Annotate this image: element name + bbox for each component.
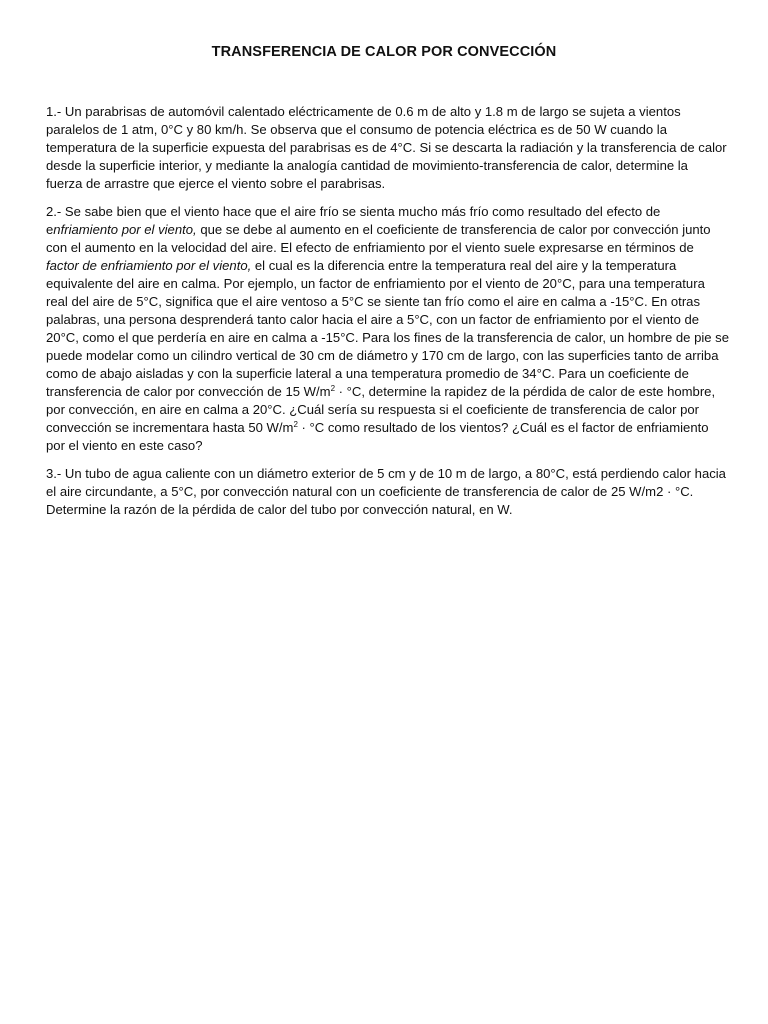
problem-2-text: transferencia de calor por convección de 15 W/m: [46, 384, 331, 399]
problem-3: [46, 465, 730, 519]
problem-2-text: convección se incrementara hasta 50 W/m: [46, 420, 294, 435]
problem-2-line: [46, 221, 730, 239]
problem-2-italic-term: nfriamiento por el viento,: [53, 222, 197, 237]
problem-3-line: 3.- Un tubo de agua caliente con un diámetro exterior de 5 cm y de 10 m de largo, a 80°C, está perdiendo calor hacia: [46, 466, 726, 481]
problem-2-text: · °C como resultado de los vientos? ¿Cuál es el factor de enfriamiento: [297, 420, 709, 435]
superscript: 2: [293, 420, 298, 429]
problem-1-line: fuerza de arrastre que ejerce el viento sobre el parabrisas.: [46, 176, 386, 191]
problem-1: [46, 103, 730, 193]
document-title: TRANSFERENCIA DE CALOR POR CONVECCIÓN: [211, 44, 557, 60]
problem-2-line: 2.- Se sabe bien que el viento hace que el aire frío se sienta mucho más frío como resultado del efecto de: [46, 204, 661, 219]
problem-2-line: como de abajo aisladas y con la superficie lateral a una temperatura promedio de 34°C. Para un coeficiente de: [46, 366, 689, 381]
problem-2-line: [46, 257, 730, 275]
problem-2-line: 20°C, como el que perdería en aire en calma a -15°C. Para los fines de la transferencia de calor, un hombre de pie se: [46, 330, 730, 345]
problem-1-line: 1.- Un parabrisas de automóvil calentado eléctricamente de 0.6 m de alto y 1.8 m de largo se sujeta a vientos: [46, 104, 681, 119]
problem-2-line: [46, 419, 730, 437]
problem-3-line: el aire circundante, a 5°C, por convección natural con un coeficiente de transferencia de calor de 25 W/m2 · °C.: [46, 484, 694, 499]
problem-2-line: por convección, en aire en calma a 20°C. ¿Cuál sería su respuesta si el coeficiente de transferencia de calor por: [46, 402, 699, 417]
problem-2-italic-term: factor de enfriamiento por el viento,: [46, 258, 252, 273]
problem-2-text: e: [46, 222, 54, 237]
problem-1-line: temperatura de la superficie expuesta del parabrisas es de 4°C. Si se descarta la radiación y la transferencia de calor: [46, 140, 727, 155]
problem-2-line: puede modelar como un cilindro vertical de 30 cm de diámetro y 170 cm de largo, con las superficies tanto de arriba: [46, 348, 719, 363]
problem-1-line: paralelos de 1 atm, 0°C y 80 km/h. Se observa que el consumo de potencia eléctrica es de 50 W cuando la: [46, 122, 667, 137]
problem-2-text: el cual es la diferencia entre la temperatura real del aire y la temperatura: [251, 258, 677, 273]
problem-1-line: desde la superficie interior, y mediante la analogía cantidad de movimiento-transferencia de calor, determine la: [46, 158, 688, 173]
problem-2-text: que se debe al aumento en el coeficiente de transferencia de calor por convección junto: [196, 222, 711, 237]
problem-2-line: real del aire de 5°C, significa que el aire ventoso a 5°C se siente tan frío como el aire en calma a -15°C. En otras: [46, 294, 701, 309]
document-body: [46, 103, 730, 529]
problem-2-line: por el viento en este caso?: [46, 438, 203, 453]
problem-2-line: equivalente del aire en calma. Por ejemplo, un factor de enfriamiento por el viento de 20°C, para una temperatura: [46, 276, 705, 291]
problem-2: [46, 203, 730, 455]
problem-2-text: · °C, determine la rapidez de la pérdida de calor de este hombre,: [335, 384, 716, 399]
problem-2-line: palabras, una persona desprenderá tanto calor hacia el aire a 5°C, con un factor de enfriamiento por el viento de: [46, 312, 700, 327]
problem-2-line: [46, 383, 730, 401]
problem-2-line: con el aumento en la velocidad del aire. El efecto de enfriamiento por el viento suele expresarse en términos de: [46, 240, 694, 255]
problem-3-line: Determine la razón de la pérdida de calor del tubo por convección natural, en W.: [46, 502, 513, 517]
superscript: 2: [330, 384, 336, 393]
